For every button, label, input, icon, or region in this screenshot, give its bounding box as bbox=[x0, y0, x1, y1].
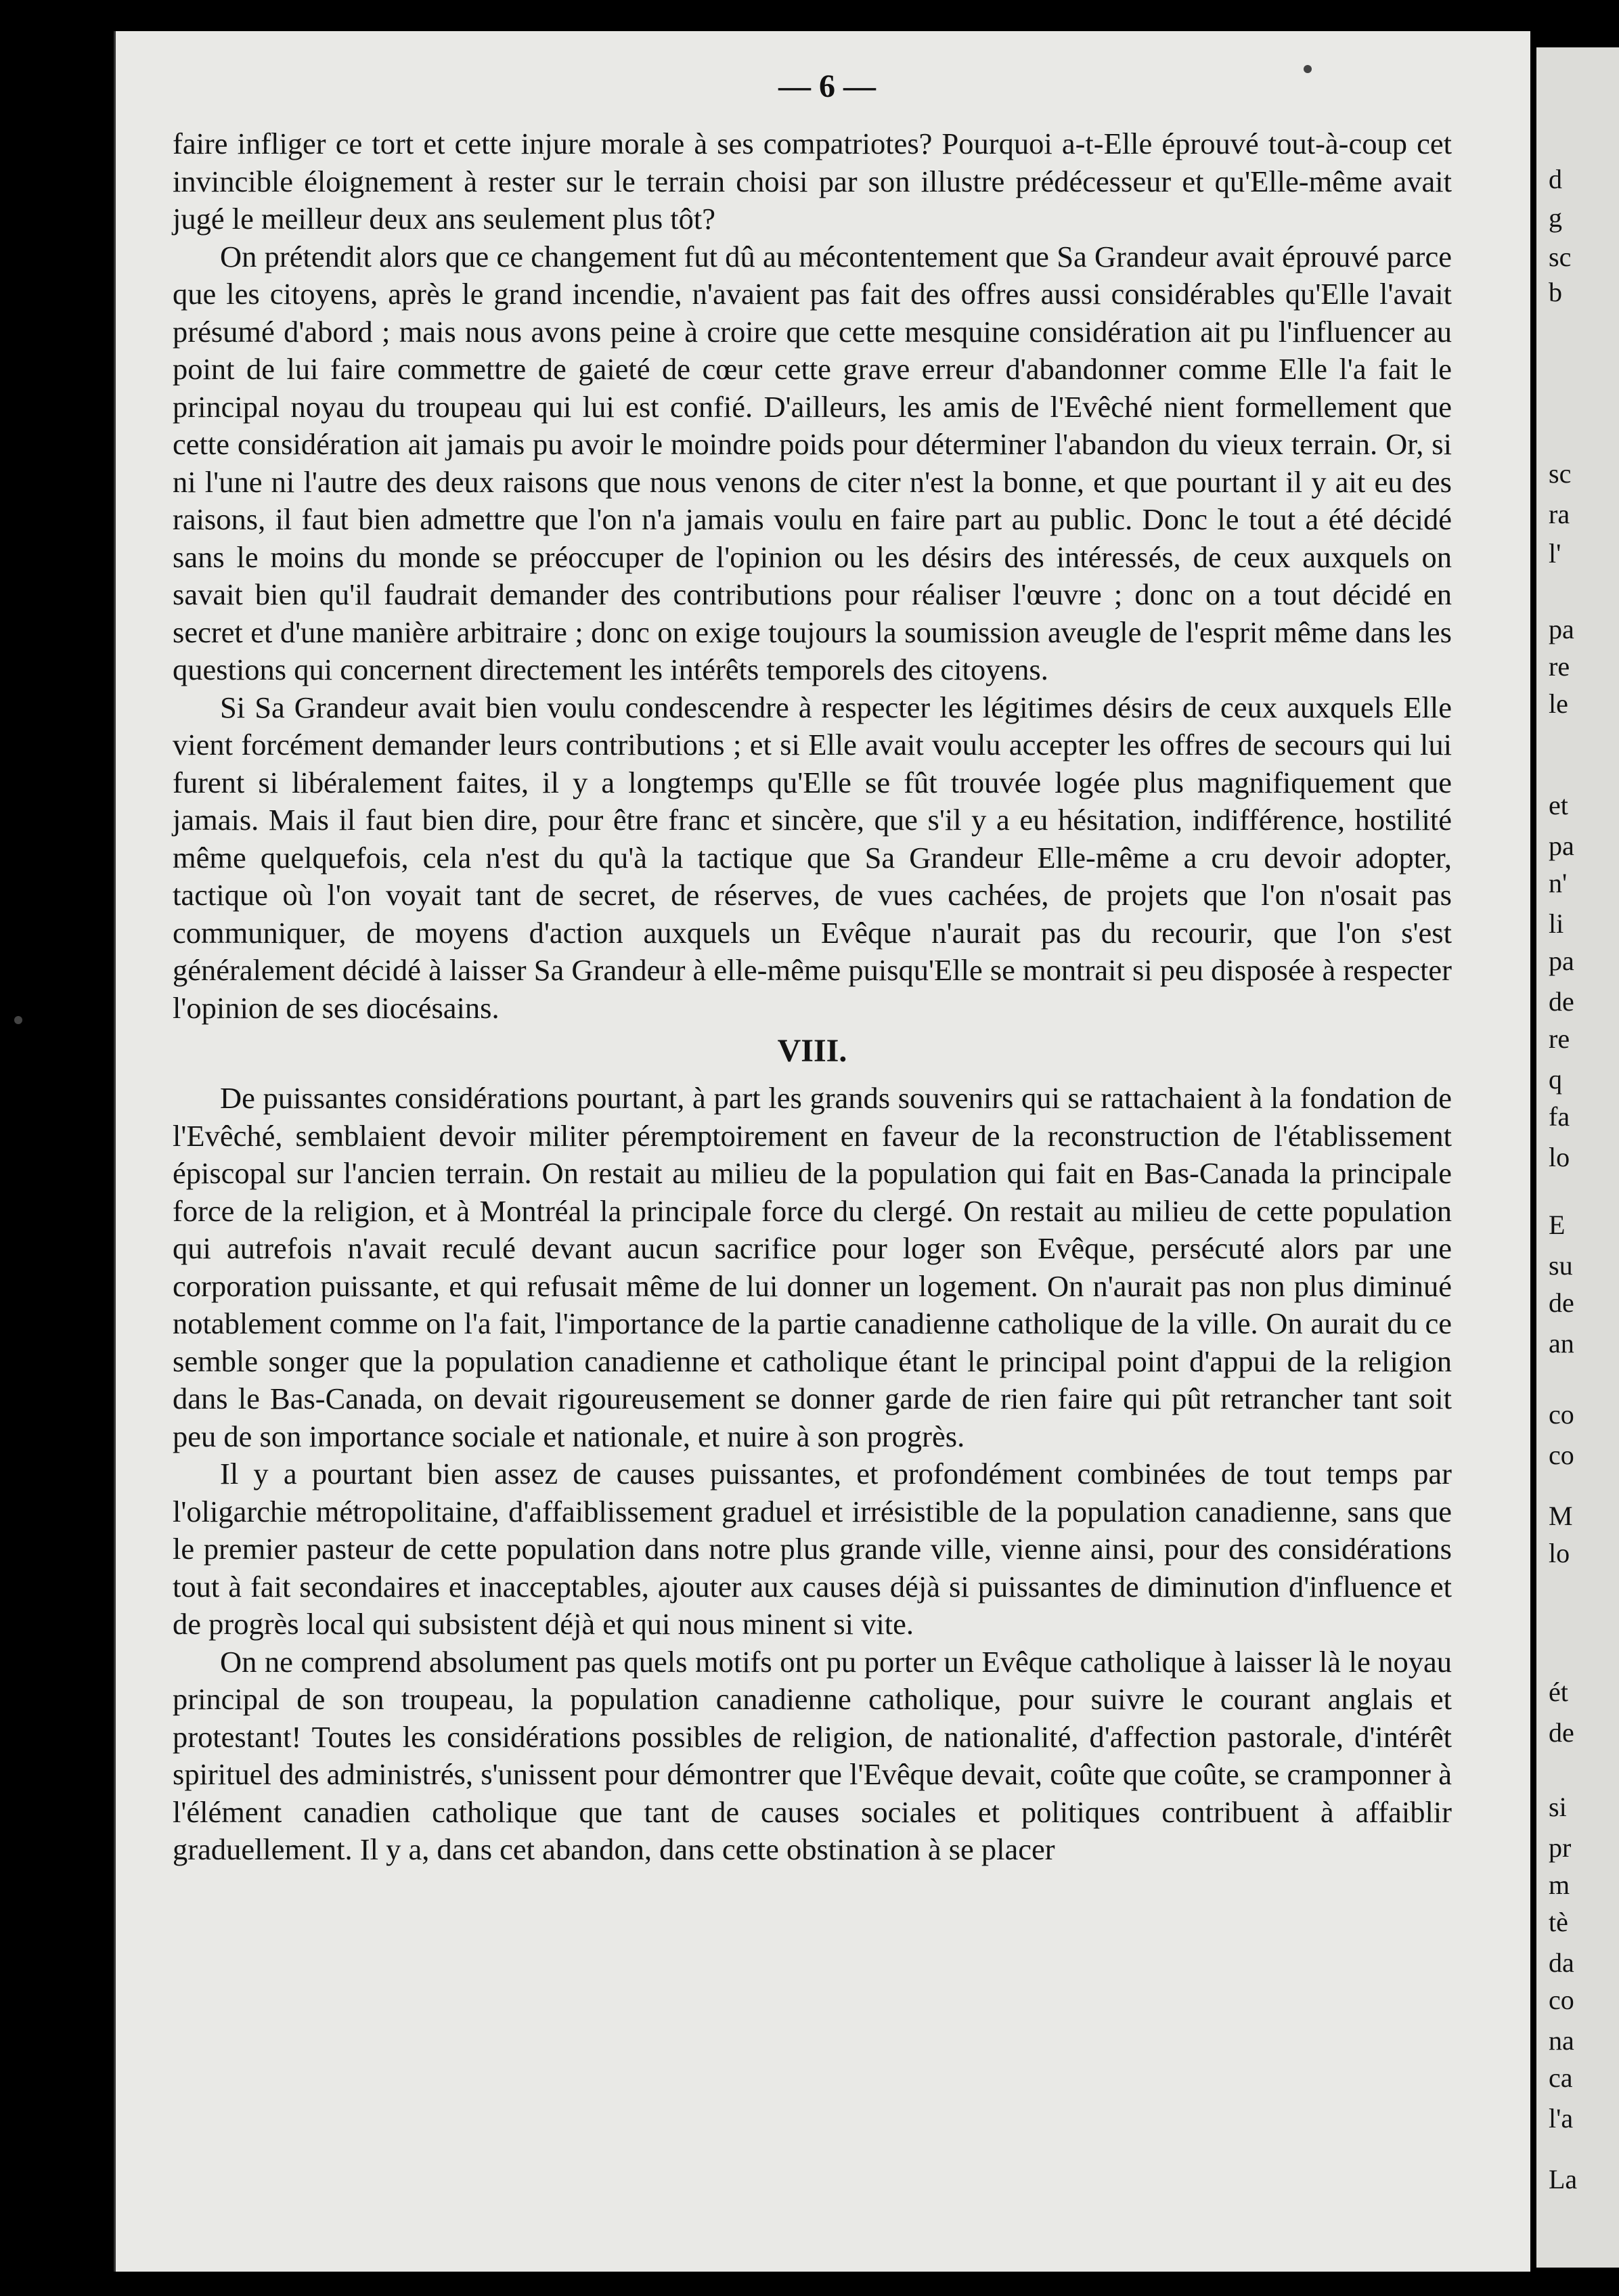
adjacent-page-edge bbox=[1536, 47, 1619, 2268]
fragment: ca bbox=[1549, 2062, 1573, 2093]
fragment: le bbox=[1549, 688, 1568, 719]
fragment: fa bbox=[1549, 1101, 1570, 1132]
fragment: lo bbox=[1549, 1142, 1570, 1172]
ink-spot bbox=[14, 1016, 22, 1024]
paragraph: Il y a pourtant bien assez de causes puissantes, et profondément combinées de tout temps par l'oligarchie métropolitaine, d'affaiblissement graduel et irrésistible de la population canadienne, sans que le premier pasteur de cette population dans notre plus grande ville, vienne ainsi, pour des considérations tout à fait secondaires et inacceptables, ajouter aux causes déjà si puissantes de diminution d'influence et de progrès local qui subsistent déjà et qui nous minent si vite. bbox=[173, 1457, 1452, 1641]
fragment: q bbox=[1549, 1064, 1562, 1095]
paragraph: Si Sa Grandeur avait bien voulu condescendre à respecter les légitimes désirs de ceux auxquels Elle vient forcément demander leurs contributions ; et si Elle avait voulu accepter les offres de secours qui lui furent si libéralement faites, il y a longtemps qu'Elle se fût trouvée logée plus magnifiquement que jamais. Mais il faut bien dire, pour être franc et sincère, que s'il y a eu hésitation, indifférence, hostilité même quelquefois, cela n'est du qu'à la tactique que Sa Grandeur Elle-même a cru devoir adopter, tactique où l'on voyait tant de secret, de réserves, de vues cachées, de projets que l'on n'osait pas communiquer, de moyens d'action auxquels un Evêque n'aurait pas du recourir, que l'on s'est généralement décidé à laisser Sa Grandeur à elle-même puisqu'Elle se montrait si peu disposée à respecter l'opinion de ses diocésains. bbox=[173, 690, 1452, 1025]
fragment: pa bbox=[1549, 614, 1574, 644]
fragment: re bbox=[1549, 651, 1570, 682]
fragment: l'a bbox=[1549, 2103, 1574, 2134]
fragment: da bbox=[1549, 1947, 1574, 1978]
fragment: E bbox=[1549, 1210, 1566, 1240]
fragment: si bbox=[1549, 1792, 1567, 1822]
fragment: d bbox=[1549, 164, 1562, 194]
fragment: m bbox=[1549, 1870, 1570, 1900]
paragraph: On prétendit alors que ce changement fut dû au mécontentement que Sa Grandeur avait éprouvé parce que les citoyens, après le grand incendie, n'avaient pas fait des offres aussi considérables qu'Elle l'avait présumé d'abord ; mais nous avons peine à croire que cette mesquine considération ait pu l'influencer au point de lui faire commettre de gaieté de cœur cette grave erreur d'abandonner comme Elle l'a fait le principal noyau du troupeau qui lui est confié. D'ailleurs, les amis de l'Evêché nient formellement que cette considération ait jamais pu avoir le moindre poids pour déterminer l'abandon du vieux terrain. Or, si ni l'une ni l'autre des deux raisons que nous venons de citer n'est la bonne, et que pourtant il y ait eu des raisons, il faut bien admettre que l'on n'a jamais voulu en faire part au public. Donc le tout a été décidé sans le moins du monde se préoccuper de l'opinion ou les désirs des intéressés, de ceux auxquels on savait bien qu'il faudrait demander des contributions pour réaliser l'œuvre ; donc on a tout décidé en secret et d'une manière arbitraire ; donc on exige toujours la soumission aveugle de l'esprit même dans les questions qui concernent directement les intérêts temporels des citoyens. bbox=[173, 239, 1452, 686]
fragment: pa bbox=[1549, 831, 1574, 861]
fragment: La bbox=[1549, 2164, 1578, 2194]
fragment: su bbox=[1549, 1250, 1573, 1281]
fragment: co bbox=[1549, 1440, 1574, 1470]
fragment: co bbox=[1549, 1399, 1574, 1430]
fragment: lo bbox=[1549, 1538, 1570, 1568]
fragment: ra bbox=[1549, 499, 1570, 529]
ink-spot bbox=[1304, 65, 1312, 73]
fragment: re bbox=[1549, 1023, 1570, 1054]
fragment: g bbox=[1549, 202, 1562, 233]
section-heading: VIII. bbox=[777, 1033, 847, 1069]
fragment: pr bbox=[1549, 1832, 1572, 1863]
fragment: an bbox=[1549, 1328, 1574, 1359]
fragment: sc bbox=[1549, 458, 1572, 489]
fragment: n' bbox=[1549, 868, 1568, 898]
paragraph: De puissantes considérations pourtant, à part les grands souvenirs qui se rattachaient à la fondation de l'Evêché, semblaient devoir militer péremptoirement en faveur de la reconstruction de l'établissement épiscopal sur l'ancien terrain. On restait au milieu de la population qui fait en Bas-Canada la principale force de la religion, et à Montréal la principale force du clergé. On restait au milieu de cette population qui autrefois n'avait reculé devant aucun sacrifice pour loger son Evêque, persécuté alors par une corporation puissante, et qui refusait même de lui donner un logement. On n'aurait pas non plus diminué notablement comme on l'a fait, l'importance de la partie canadienne catholique de la ville. On aurait du ce semble songer que la population canadienne et catholique étant le principal point d'appui de la religion dans le Bas-Canada, on devait rigoureusement se donner garde de rien faire qui pût retrancher tant soit peu de son importance sociale et nationale, et nuire à son progrès. bbox=[173, 1081, 1452, 1453]
paragraph: On ne comprend absolument pas quels motifs ont pu porter un Evêque catholique à laisser là le noyau principal de son troupeau, la population canadienne catholique, pour suivre le courant anglais et protestant! Toutes les considérations possibles de religion, de nationalité, d'affection pastorale, d'intérêt spirituel des administrés, s'unissent pour démontrer que l'Evêque devait, coûte que coûte, se cramponner à l'élément canadien catholique que tant de causes sociales et politiques contribuent à affaiblir graduellement. Il y a, dans cet abandon, dans cette obstination à se placer bbox=[173, 1644, 1452, 1866]
fragment: de bbox=[1549, 1287, 1574, 1318]
fragment: co bbox=[1549, 1985, 1574, 2015]
fragment: ét bbox=[1549, 1677, 1568, 1707]
page-number: — 6 — bbox=[778, 68, 876, 104]
fragment: pa bbox=[1549, 946, 1574, 976]
fragment: de bbox=[1549, 1717, 1574, 1748]
fragment: na bbox=[1549, 2025, 1574, 2056]
paragraph: faire infliger ce tort et cette injure morale à ses compatriotes? Pourquoi a-t-Elle éprouvé tout-à-coup cet invincible éloignement à rester sur le terrain choisi par son illustre prédécesseur et qu'Elle-même avait jugé le meilleur deux ans seulement plus tôt? bbox=[173, 127, 1452, 236]
fragment: sc bbox=[1549, 242, 1572, 272]
body-text bbox=[173, 125, 1452, 1869]
fragment: tè bbox=[1549, 1907, 1568, 1937]
fragment: de bbox=[1549, 986, 1574, 1017]
fragment: M bbox=[1549, 1501, 1573, 1531]
fragment: b bbox=[1549, 277, 1562, 307]
fragment: l' bbox=[1549, 538, 1561, 569]
fragment: et bbox=[1549, 790, 1568, 820]
fragment: li bbox=[1549, 908, 1564, 939]
